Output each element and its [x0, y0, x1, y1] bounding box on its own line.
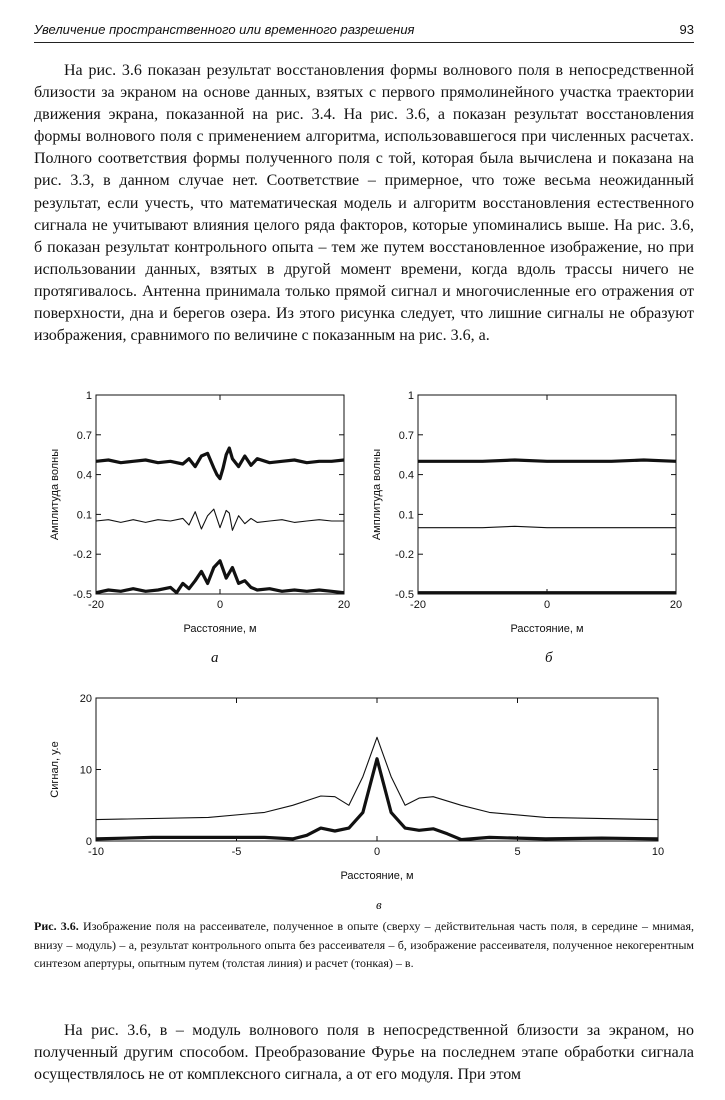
y-tick-label: 0 [85, 836, 92, 848]
x-tick-label: 10 [651, 846, 665, 858]
y-tick-label: 0.7 [76, 429, 92, 442]
chart-b [362, 385, 682, 645]
chart-b-svg [362, 385, 682, 640]
y-tick-label: 1 [85, 390, 92, 402]
running-title: Увеличение пространственного или временного разрешения [34, 22, 415, 37]
x-tick-label: 20 [669, 599, 683, 611]
caption-text: Изображение поля на рассеивателе, полученное в опыте (сверху – действительная часть поля, в середине – мнимая, внизу – модуль) – а, результат контрольного опыта без рассеивателя – б, изображение рассеивателя, полученное некогерентным синтезом апертуры, опытным путем (толстая линия) и расчет (тонкая) – в. [34, 919, 694, 970]
y-tick-label: 0.7 [398, 429, 414, 442]
series-line-1 [418, 460, 676, 461]
y-tick-label: -0.2 [395, 549, 414, 562]
x-tick-label: -5 [231, 846, 242, 858]
y-tick-label: 10 [79, 764, 92, 777]
y-tick-label: -0.2 [73, 549, 92, 562]
chart-a-svg [40, 385, 360, 640]
y-tick-label: -0.5 [395, 589, 414, 601]
series-line-3 [96, 561, 344, 593]
sublabel-c: в [376, 897, 382, 912]
figure-caption [34, 917, 694, 973]
y-axis-label: Сигнал, у.е [49, 741, 61, 798]
x-tick-label: 5 [514, 846, 521, 858]
x-tick-label: 0 [216, 599, 224, 611]
sublabel-a: а [211, 650, 219, 666]
series-line-1 [96, 448, 344, 479]
y-tick-label: 1 [407, 390, 414, 402]
y-tick-label: 0.1 [76, 509, 92, 522]
y-tick-label: 20 [79, 693, 92, 705]
y-tick-label: 0.1 [398, 509, 414, 522]
x-axis-label: Расстояние, м [183, 623, 257, 635]
caption-label: Рис. 3.6. [34, 919, 79, 933]
x-axis-label: Расстояние, м [340, 870, 414, 882]
chart-a [40, 385, 360, 645]
x-tick-label: 0 [543, 599, 551, 611]
y-tick-label: -0.5 [73, 589, 92, 601]
x-tick-label: -10 [88, 846, 104, 858]
y-tick-label: 0.4 [398, 469, 414, 482]
series-line-2 [418, 526, 676, 527]
running-header [34, 22, 694, 43]
chart-c [40, 688, 680, 898]
x-tick-label: 20 [337, 599, 351, 611]
series-line-2 [96, 509, 344, 530]
x-tick-label: 0 [373, 846, 381, 858]
x-tick-label: -20 [88, 599, 104, 611]
body-paragraph-2: На рис. 3.6, в – модуль волнового поля в непосредственной близости за экраном, но полученный другим способом. Преобразование Фурье на последнем этапе обработки сигнала осуществлялось не от комплексного сигнала, а от его модуля. При этом [34, 1022, 694, 1084]
y-axis-label: Амплитуда волны [49, 448, 61, 541]
chart-c-svg [40, 688, 680, 893]
page-number: 93 [679, 22, 694, 37]
chart-frame [418, 395, 676, 594]
series-line-2 [96, 737, 658, 819]
x-tick-label: -20 [410, 599, 426, 611]
body-paragraph-1: На рис. 3.6 показан результат восстановления формы волнового поля в непосредственной близости за экраном на основе данных, взятых с первого прямолинейного участка траектории движения экрана, показанной на рис. 3.4. На рис. 3.6, а показан результат восстановления формы волнового поля с применением алгоритма, использовавшегося при численных расчетах. Полного соответствия формы полученного поля с той, которая была вычислена и показана на рис. 3.3, в данном случае нет. Соответствие – примерное, что тоже весьма неожиданный результат, если учесть, что математическая модель и алгоритм восстановления естественного сигнала не учитывают влияния целого ряда факторов, которые упоминались выше. На рис. 3.6, б показан результат контрольного опыта – тем же путем восстановленное изображение, но при использовании данных, взятых в другой момент времени, когда вдоль трассы ничего не протягивалось. Антенна принимала только прямой сигнал и многочисленные его отражения от поверхности, дна и берегов озера. Из этого рисунка следует, что лишние сигналы не образуют изображения, сравнимого по величине с показанным на рис. 3.6, а. [34, 62, 694, 345]
chart-frame [96, 698, 658, 841]
y-tick-label: 0.4 [76, 469, 92, 482]
x-axis-label: Расстояние, м [510, 623, 584, 635]
y-axis-label: Амплитуда волны [371, 448, 383, 541]
series-line-1 [96, 759, 658, 840]
sublabel-b: б [545, 650, 553, 666]
